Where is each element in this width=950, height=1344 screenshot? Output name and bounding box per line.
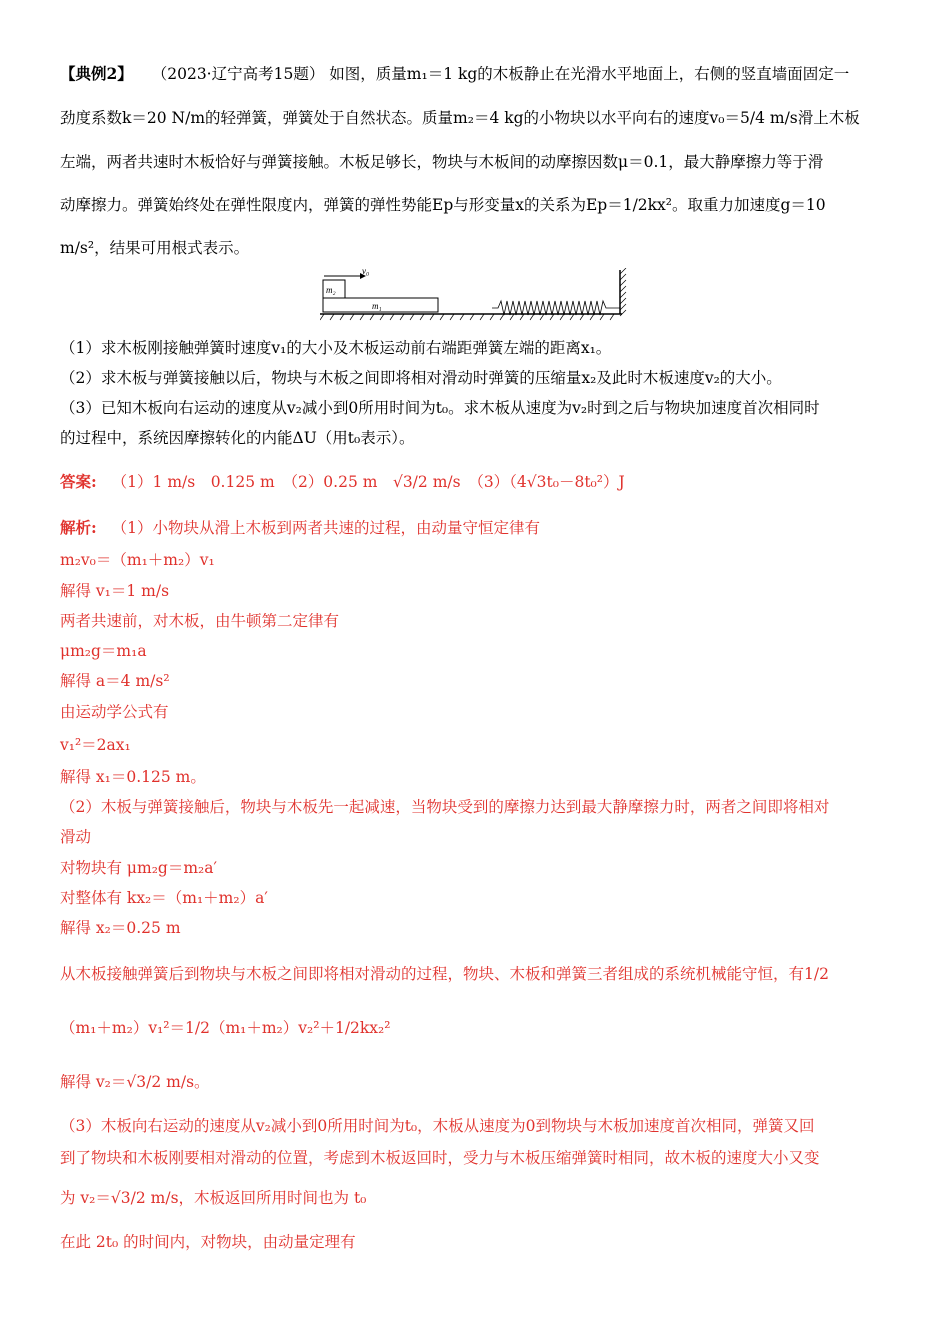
solution-line-1 [60, 518, 894, 538]
answer-label: 答案: [60, 472, 97, 491]
solution-label: 解析: [60, 518, 97, 537]
solution-line-10: （2）木板与弹簧接触后，物块与木板先一起减速，当物块受到的摩擦力达到最大静摩擦力时，两者之间即将相对 [60, 798, 830, 816]
solution-line-4: 两者共速前，对木板，由牛顿第二定律有 [60, 612, 340, 630]
m2-label: m₂ [326, 285, 336, 295]
solution-line-21: 在此 2t₀ 的时间内，对物块，由动量定理有 [60, 1233, 356, 1251]
question-2: （2）求木板与弹簧接触以后，物块与木板之间即将相对滑动时弹簧的压缩量x₂及此时木板速度v₂的大小。 [60, 369, 782, 387]
solution-line-8: v₁²＝2ax₁ [60, 736, 131, 754]
question-3-line-1: （3）已知木板向右运动的速度从v₂减小到0所用时间为t₀。求木板从速度为v₂时到之后与物块加速度首次相同时 [60, 399, 820, 417]
solution-line-18: （3）木板向右运动的速度从v₂减小到0所用时间为t₀，木板从速度为0到物块与木板加速度首次相同，弹簧又回 [60, 1117, 815, 1135]
m1-label: m₁ [372, 301, 382, 311]
solution-text-1: （1）小物块从滑上木板到两者共速的过程，由动量守恒定律有 [111, 519, 541, 537]
solution-line-17: 解得 v₂＝√3/2 m/s。 [60, 1073, 210, 1091]
solution-line-12: 对物块有 μm₂g＝m₂a′ [60, 859, 218, 877]
example-tag: 【典例2】 [60, 64, 133, 83]
question-3-line-2: 的过程中，系统因摩擦转化的内能ΔU（用t₀表示）。 [60, 429, 415, 447]
solution-line-20: 为 v₂＝√3/2 m/s，木板返回所用时间也为 t₀ [60, 1189, 367, 1207]
problem-text-1: 如图，质量m₁＝1 kg的木板静止在光滑水平地面上，右侧的竖直墙面固定一 [329, 65, 850, 83]
answer-text: （1）1 m/s 0.125 m （2）0.25 m √3/2 m/s （3）（4√3t₀－8t₀²）J [111, 473, 625, 491]
problem-source: （2023·辽宁高考15题） [151, 65, 325, 83]
solution-line-14: 解得 x₂＝0.25 m [60, 919, 181, 937]
spring [492, 301, 620, 315]
solution-line-15: 从木板接触弹簧后到物块与木板之间即将相对滑动的过程，物块、木板和弹簧三者组成的系统机械能守恒，有1/2 [60, 965, 829, 983]
question-1: （1）求木板刚接触弹簧时速度v₁的大小及木板运动前右端距弹簧左端的距离x₁。 [60, 339, 612, 357]
solution-line-6: 解得 a＝4 m/s² [60, 672, 170, 690]
solution-line-5: μm₂g＝m₁a [60, 642, 147, 660]
problem-line-2: 劲度系数k＝20 N/m的轻弹簧，弹簧处于自然状态。质量m₂＝4 kg的小物块以水平向右的速度v₀＝5/4 m/s滑上木板 [60, 109, 860, 127]
v0-label: v₀ [362, 268, 370, 276]
solution-line-11: 滑动 [60, 828, 92, 846]
problem-line-4: 动摩擦力。弹簧始终处在弹性限度内，弹簧的弹性势能Ep与形变量x的关系为Ep＝1/2kx²。取重力加速度g＝10 [60, 196, 826, 214]
velocity-arrow [324, 273, 366, 279]
solution-line-13: 对整体有 kx₂＝（m₁＋m₂）a′ [60, 889, 268, 907]
solution-line-2: m₂v₀＝（m₁＋m₂）v₁ [60, 551, 215, 569]
physics-diagram [320, 268, 634, 322]
solution-line-7: 由运动学公式有 [60, 703, 169, 721]
answer-line [60, 472, 894, 492]
solution-line-19: 到了物块和木板刚要相对滑动的位置，考虑到木板返回时，受力与木板压缩弹簧时相同，故木板的速度大小又变 [60, 1149, 820, 1167]
problem-line-3: 左端，两者共速时木板恰好与弹簧接触。木板足够长，物块与木板间的动摩擦因数μ＝0.1，最大静摩擦力等于滑 [60, 153, 824, 171]
solution-line-3: 解得 v₁＝1 m/s [60, 582, 170, 600]
problem-line-1 [60, 64, 894, 84]
wall-hatch [620, 268, 626, 316]
solution-line-16: （m₁＋m₂）v₁²＝1/2（m₁＋m₂）v₂²＋1/2kx₂² [60, 1019, 391, 1037]
problem-line-5: m/s²，结果可用根式表示。 [60, 239, 250, 257]
solution-line-9: 解得 x₁＝0.125 m。 [60, 768, 206, 786]
